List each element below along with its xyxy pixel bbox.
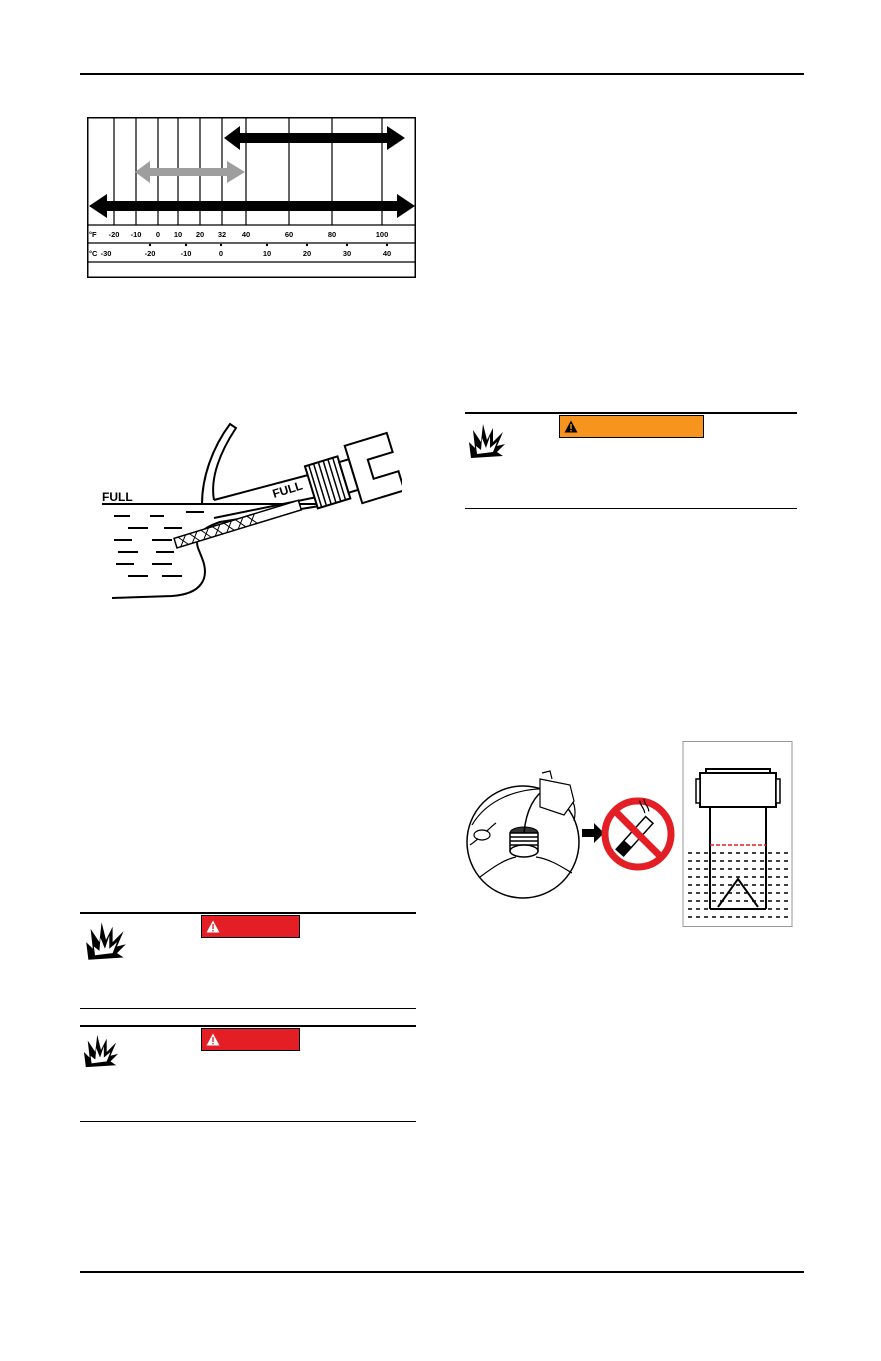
celsius-tick-mark: [220, 244, 222, 246]
warning-top-rule: [465, 412, 797, 414]
warning-top-rule: [80, 1025, 416, 1027]
warning-triangle-icon: [206, 1033, 220, 1046]
temperature-chart-svg: [87, 117, 416, 278]
warning-block-left-2: [80, 1025, 416, 1123]
fahrenheit-tick-label: -10: [130, 230, 142, 239]
celsius-tick-mark: [149, 244, 151, 246]
fahrenheit-tick-label: 0: [155, 230, 161, 239]
full-label-tank: FULL: [102, 490, 133, 504]
warning-triangle-icon: [564, 420, 578, 433]
warning-bottom-rule: [80, 1008, 416, 1009]
celsius-unit-label: °C: [89, 249, 98, 258]
warning-triangle-icon: [206, 920, 220, 933]
explosion-icon: [467, 422, 507, 460]
fahrenheit-tick-label: 10: [173, 230, 183, 239]
celsius-tick-label: 20: [302, 249, 312, 258]
footer-rule: [80, 1271, 804, 1273]
fahrenheit-tick-label: 80: [327, 230, 337, 239]
fahrenheit-tick-label: -20: [108, 230, 120, 239]
refueling-illustration: [466, 741, 793, 927]
dipstick-illustration: [102, 418, 402, 608]
celsius-tick-mark: [306, 244, 308, 246]
fill-level-cross-section: [683, 742, 792, 927]
fahrenheit-tick-label: 100: [375, 230, 389, 239]
fahrenheit-unit-label: °F: [89, 230, 97, 239]
celsius-tick-mark: [346, 244, 348, 246]
dipstick-shaft: [174, 500, 301, 548]
warning-bottom-rule: [80, 1121, 416, 1122]
warning-block-left-1: [80, 912, 416, 1010]
header-rule: [80, 73, 804, 75]
full-label-stick: FULL: [270, 478, 305, 501]
fahrenheit-tick-label: 60: [284, 230, 294, 239]
celsius-tick-mark: [185, 244, 187, 246]
celsius-tick-label: -20: [144, 249, 156, 258]
celsius-tick-label: 30: [342, 249, 352, 258]
warning-block-right: [465, 412, 797, 510]
fahrenheit-tick-label: 40: [241, 230, 251, 239]
no-smoking-icon: [605, 798, 671, 867]
celsius-tick-label: -10: [180, 249, 192, 258]
explosion-icon: [84, 920, 128, 962]
tank-wall: [112, 504, 332, 598]
filler-neck: [202, 424, 236, 504]
celsius-tick-label: 10: [262, 249, 272, 258]
temperature-range-chart: [87, 117, 416, 278]
warning-top-rule: [80, 912, 416, 914]
explosion-icon: [82, 1033, 120, 1069]
fahrenheit-tick-label: 20: [195, 230, 205, 239]
refueling-svg: [466, 741, 793, 927]
dipstick-cap: [303, 433, 402, 516]
warning-bottom-rule: [465, 508, 797, 509]
warning-banner-red: [201, 915, 300, 938]
celsius-tick-label: 40: [382, 249, 392, 258]
celsius-tick-mark: [386, 244, 388, 246]
fahrenheit-tick-label: 32: [217, 230, 227, 239]
celsius-tick-label: 0: [218, 249, 224, 258]
fuel-cap-detail: [467, 771, 579, 898]
arrow-right-icon: [582, 823, 604, 843]
celsius-tick-label: -30: [100, 249, 112, 258]
dipstick-svg: [102, 418, 402, 608]
warning-banner-orange: [559, 415, 704, 438]
warning-banner-red: [201, 1028, 300, 1051]
celsius-tick-mark: [266, 244, 268, 246]
